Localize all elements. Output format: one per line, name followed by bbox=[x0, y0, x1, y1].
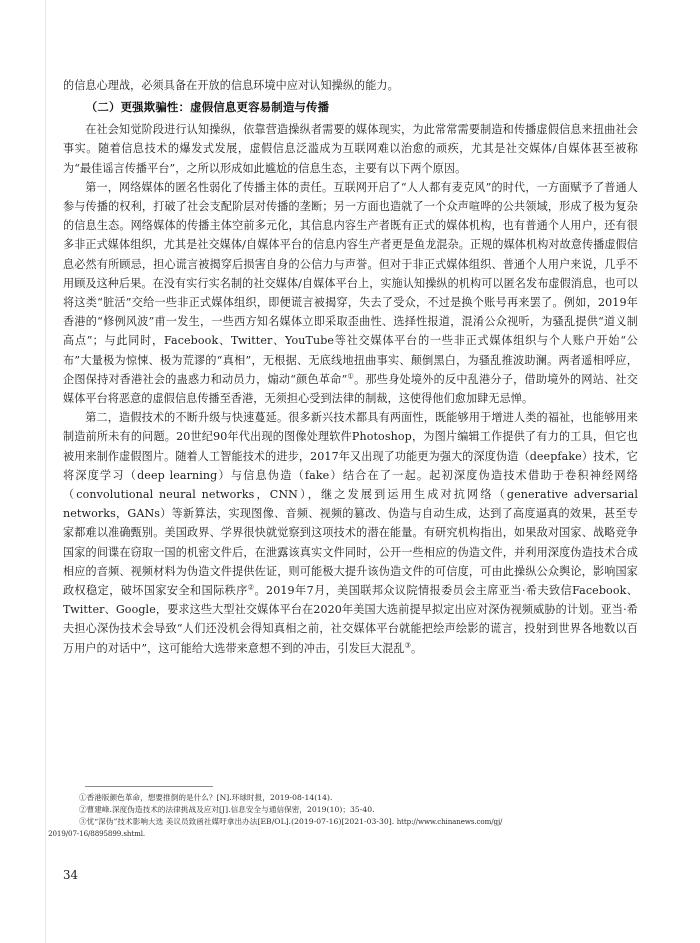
footnote-url-3: http://www.chinanews.com/gj/ bbox=[396, 817, 503, 827]
footnote-text-3: 忧“深伪”技术影响大选 美议员致函社媒吁拿出办法[EB/OL].(2019-07-16)[2021-03-30]. bbox=[86, 817, 397, 827]
page-left-border bbox=[45, 0, 46, 943]
footnote-url-continuation-3: 2019/07-16/8895899.shtml. bbox=[48, 829, 146, 839]
footnote-item-2 bbox=[63, 804, 638, 816]
paragraph-reason-one-tail: 。那些身处境外的反中乱港分子，借助境外的网站、社交媒体平台将恶意的虚假信息传播至香港，无须担心受到法律的制裁，这使得他们愈加肆无忌惮。 bbox=[63, 372, 638, 406]
footnote-ref-1: ① bbox=[347, 372, 355, 381]
page-body-column bbox=[63, 76, 638, 658]
footnote-marker-1: ① bbox=[78, 793, 87, 802]
footnote-text-1: 香港版颜色革命，想要推倒的是什么？[N].环球时报，2019-08-14(14). bbox=[86, 793, 333, 802]
carryover-line: 的信息心理战，必须具备在开放的信息环境中应对认知操纵的能力。 bbox=[63, 79, 399, 92]
footnote-text-2: 曹建峰.深度伪造技术的法律挑战及应对[J].信息安全与通信保密，2019(10)；35-40. bbox=[86, 805, 375, 815]
paragraph-reason-two bbox=[63, 408, 638, 658]
footnote-item-3 bbox=[48, 816, 638, 840]
footnote-marker-3: ③ bbox=[78, 817, 87, 827]
paragraph-reason-two-end: 。 bbox=[410, 641, 423, 655]
footnote-item-1 bbox=[63, 792, 638, 804]
paragraph-reason-two-text: 第二，造假技术的不断升级与快速蔓延。很多新兴技术都具有两面性，既能够用于增进人类的福祉，也能够用来制造前所未有的问题。20世纪90年代出现的图像处理软件Photoshop，为图片编辑工作提供了有力的工具，但它也被用来制作虚假图片。随着人工智能技术的进步，2017年又出现了功能更为强大的深度伪造（deepfake）技术，它将深度学习（deep learning）与信息伪造（fake）结合在了一起。起初深度伪造技术借助于卷积神经网络（convolutional neural networks，CNN），继之发展到运用生成对抗网络（generative adversarial networks，GANs）等新算法，实现图像、音频、视频的篡改、伪造与自动生成，达到了高度逼真的效果，甚至专家都难以准确甄别。美国政界、学界很快就觉察到这项技术的潜在能量。有研究机构指出，如果敌对国家、战略竞争国家的间谍在窃取一国的机密文件后，在泄露该真实文件同时，公开一些相应的伪造文件，并利用深度伪造技术合成相应的音频、视频材料为伪造文件提供佐证，则可能极大提升该伪造文件的可信度，可由此操纵公众舆论，影响国家政权稳定，破坏国家安全和国际秩序 bbox=[63, 411, 638, 598]
paragraph-reason-two-mid: 。2019年7月，美国联邦众议院情报委员会主席亚当·希夫致信Facebook、Twitter、Google，要求这些大型社交媒体平台在2020年美国大选前提早拟定出应对深伪视频威胁的计划。亚当·希夫担心深伪技术会导致“人们还没机会得知真相之前，社交媒体平台就能把绘声绘影的谎言，投射到世界各地数以百万用户的对话中”，这可能给大选带来意想不到的冲击，引发巨大混乱 bbox=[63, 584, 638, 655]
paragraph-intro: 在社会知觉阶段进行认知操纵，依靠营造操纵者需要的媒体现实，为此常常需要制造和传播虚假信息来扭曲社会事实。随着信息技术的爆发式发展，虚假信息泛滥成为互联网难以治愈的顽疾，尤其是社交媒体/自媒体甚至被称为“最佳谣言传播平台”，之所以形成如此尴尬的信息生态，主要有以下两个原因。 bbox=[63, 123, 638, 175]
footnote-separator-rule bbox=[85, 786, 213, 787]
footnote-section bbox=[48, 786, 638, 840]
page-number: 34 bbox=[63, 868, 79, 882]
footnote-ref-2: ② bbox=[247, 583, 255, 592]
footnote-marker-2: ② bbox=[78, 805, 87, 815]
footnote-ref-3: ③ bbox=[404, 641, 411, 649]
section-heading: （二）更强欺骗性：虚假信息更容易制造与传播 bbox=[85, 100, 330, 115]
paragraph-reason-one bbox=[63, 178, 638, 408]
paragraph-reason-one-text: 第一，网络媒体的匿名性弱化了传播主体的责任。互联网开启了“人人都有麦克风”的时代，一方面赋予了普通人参与传播的权利，打破了社会支配阶层对传播的垄断；另一方面也造就了一个众声喧哗的公共领域，形成了极为复杂的信息生态。网络媒体的传播主体空前多元化，其信息内容生产者既有正式的媒体机构，也有普通个人用户，还有很多非正式媒体组织，尤其是社交媒体/自媒体平台的信息内容生产者更是鱼龙混杂。正规的媒体机构对故意传播虚假信息必然有所顾忌，担心谎言被揭穿后损害自身的公信力与声誉。但对于非正式媒体组织、普通个人用户来说，几乎不用顾及这种后果。在没有实行实名制的社交媒体/自媒体平台上，实施认知操纵的机构可以匿名发布虚假消息，也可以将这类“脏活”交给一些非正式媒体组织，即便谎言被揭穿，失去了受众，不过是换个账号再来罢了。例如，2019年香港的“修例风波”甫一发生，一些西方知名媒体立即采取歪曲性、选择性报道，混淆公众视听，为骚乱提供“道义制高点”；与此同时，Facebook、Twitter、YouTube等社交媒体平台的一些非正式媒体组织与个人账户开始“公布”大量极为惊悚、极为荒谬的“真相”，无根据、无底线地扭曲事实、颠倒黑白，为骚乱推波助澜。两者遥相呼应，企图保持对香港社会的蛊惑力和动员力，煽动“颜色革命” bbox=[63, 180, 638, 386]
